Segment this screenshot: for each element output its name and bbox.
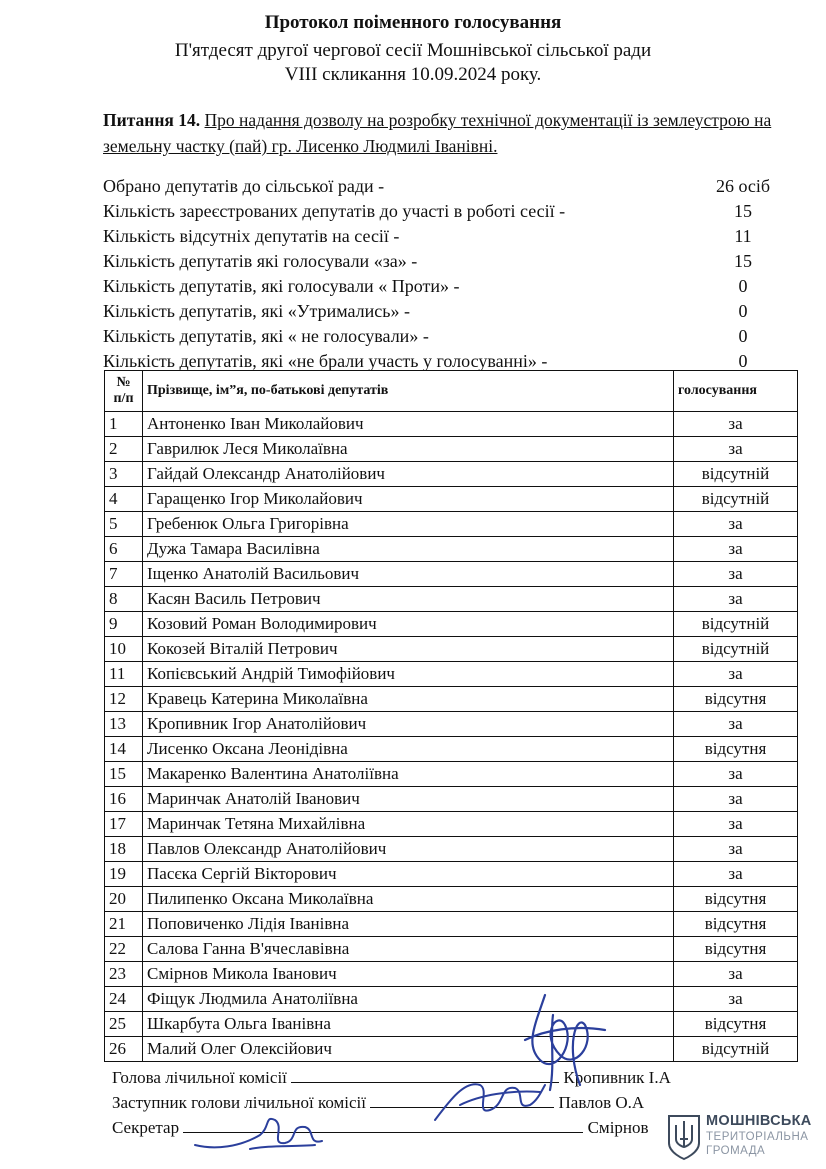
table-row bbox=[105, 637, 798, 662]
deputy-number: 11 bbox=[105, 662, 143, 687]
signature-line-deputy-chair bbox=[112, 1093, 644, 1113]
deputy-name: Дужа Тамара Василівна bbox=[143, 537, 674, 562]
table-row bbox=[105, 862, 798, 887]
question-text: Про надання дозволу на розробку технічної документації із землеустрою на земельну частку (пай) гр. Лисенко Людмилі Іванівні. bbox=[103, 110, 772, 156]
stamp-line-3: ГРОМАДА bbox=[706, 1145, 766, 1157]
question-number: Питання 14. bbox=[103, 110, 201, 130]
agenda-question bbox=[103, 107, 803, 159]
column-header-number: № п/п bbox=[105, 371, 143, 412]
deputy-name: Козовий Роман Володимирович bbox=[143, 612, 674, 637]
signature-name: Смірнов bbox=[587, 1118, 649, 1137]
deputy-vote: за bbox=[674, 837, 798, 862]
deputy-name: Антоненко Іван Миколайович bbox=[143, 412, 674, 437]
stat-row bbox=[103, 224, 793, 249]
table-row bbox=[105, 687, 798, 712]
deputy-vote: за bbox=[674, 412, 798, 437]
table-row bbox=[105, 812, 798, 837]
deputy-vote: відсутній bbox=[674, 612, 798, 637]
deputy-name: Маринчак Тетяна Михайлівна bbox=[143, 812, 674, 837]
table-row bbox=[105, 937, 798, 962]
deputy-number: 25 bbox=[105, 1012, 143, 1037]
stat-row bbox=[103, 299, 793, 324]
deputy-number: 24 bbox=[105, 987, 143, 1012]
deputy-vote: відсутня bbox=[674, 912, 798, 937]
table-row bbox=[105, 587, 798, 612]
table-row bbox=[105, 1012, 798, 1037]
table-row bbox=[105, 412, 798, 437]
deputy-vote: за bbox=[674, 562, 798, 587]
deputy-vote: за bbox=[674, 662, 798, 687]
deputy-number: 14 bbox=[105, 737, 143, 762]
deputy-name: Пилипенко Оксана Миколаївна bbox=[143, 887, 674, 912]
signature-underline bbox=[370, 1093, 554, 1108]
signature-name: Кропивник І.А bbox=[563, 1068, 671, 1087]
table-row bbox=[105, 712, 798, 737]
stat-label: Кількість депутатів, які « не голосували» - bbox=[103, 326, 429, 346]
deputy-number: 19 bbox=[105, 862, 143, 887]
table-row bbox=[105, 612, 798, 637]
deputy-name: Макаренко Валентина Анатоліївна bbox=[143, 762, 674, 787]
deputy-name: Кропивник Ігор Анатолійович bbox=[143, 712, 674, 737]
stat-value: 15 bbox=[734, 251, 752, 271]
stat-value: 0 bbox=[738, 276, 748, 296]
deputy-vote: за bbox=[674, 587, 798, 612]
roll-call-table bbox=[104, 370, 798, 1062]
deputy-name: Лисенко Оксана Леонідівна bbox=[143, 737, 674, 762]
stat-row bbox=[103, 174, 793, 199]
stat-label: Кількість депутатів, які «не брали участь у голосуванні» - bbox=[103, 351, 548, 371]
session-date-line: VIII скликання 10.09.2024 року. bbox=[284, 64, 542, 85]
deputy-vote: відсутня bbox=[674, 1012, 798, 1037]
stat-label: Кількість депутатів які голосували «за» - bbox=[103, 251, 418, 271]
deputy-name: Салова Ганна В'ячеславівна bbox=[143, 937, 674, 962]
deputy-name: Гаврилюк Леся Миколаївна bbox=[143, 437, 674, 462]
deputy-number: 18 bbox=[105, 837, 143, 862]
stat-label: Кількість депутатів, які «Утримались» - bbox=[103, 301, 410, 321]
table-row bbox=[105, 512, 798, 537]
deputy-vote: за bbox=[674, 787, 798, 812]
signature-role: Голова лічильної комісії bbox=[112, 1068, 287, 1087]
deputy-vote: за bbox=[674, 812, 798, 837]
deputy-number: 9 bbox=[105, 612, 143, 637]
deputy-number: 13 bbox=[105, 712, 143, 737]
table-row bbox=[105, 987, 798, 1012]
deputy-number: 4 bbox=[105, 487, 143, 512]
stat-row bbox=[103, 199, 793, 224]
deputy-vote: за bbox=[674, 762, 798, 787]
deputy-vote: відсутній bbox=[674, 487, 798, 512]
deputy-name: Маринчак Анатолій Іванович bbox=[143, 787, 674, 812]
signature-name: Павлов О.А bbox=[558, 1093, 645, 1112]
stat-row bbox=[103, 274, 793, 299]
deputy-vote: відсутній bbox=[674, 1037, 798, 1062]
deputy-number: 6 bbox=[105, 537, 143, 562]
deputy-number: 17 bbox=[105, 812, 143, 837]
table-row bbox=[105, 487, 798, 512]
deputy-name: Кравець Катерина Миколаївна bbox=[143, 687, 674, 712]
table-row bbox=[105, 737, 798, 762]
signature-role: Заступник голови лічильної комісії bbox=[112, 1093, 367, 1112]
signature-line-chair bbox=[112, 1068, 671, 1088]
stat-value: 15 bbox=[734, 201, 752, 221]
deputy-vote: за bbox=[674, 512, 798, 537]
table-row bbox=[105, 837, 798, 862]
table-row bbox=[105, 912, 798, 937]
community-logo bbox=[666, 1113, 816, 1163]
table-row bbox=[105, 437, 798, 462]
stat-row bbox=[103, 249, 793, 274]
deputy-name: Копієвський Андрій Тимофійович bbox=[143, 662, 674, 687]
deputy-number: 2 bbox=[105, 437, 143, 462]
deputy-vote: відсутній bbox=[674, 462, 798, 487]
deputy-number: 12 bbox=[105, 687, 143, 712]
stamp-line-2: ТЕРИТОРІАЛЬНА bbox=[706, 1131, 809, 1143]
signature-line-secretary bbox=[112, 1118, 649, 1138]
deputy-number: 5 bbox=[105, 512, 143, 537]
deputy-vote: за bbox=[674, 962, 798, 987]
stat-value: 0 bbox=[738, 301, 748, 321]
deputy-number: 20 bbox=[105, 887, 143, 912]
deputy-name: Гайдай Олександр Анатолійович bbox=[143, 462, 674, 487]
deputy-name: Малий Олег Олексійович bbox=[143, 1037, 674, 1062]
stat-label: Кількість відсутніх депутатів на сесії - bbox=[103, 226, 400, 246]
table-row bbox=[105, 762, 798, 787]
column-header-name: Прізвище, ім”я, по-батькові депутатів bbox=[143, 371, 674, 412]
table-row bbox=[105, 962, 798, 987]
deputy-name: Пасєка Сергій Вікторович bbox=[143, 862, 674, 887]
stat-value: 0 bbox=[738, 351, 748, 371]
deputy-name: Іщенко Анатолій Васильович bbox=[143, 562, 674, 587]
table-row bbox=[105, 562, 798, 587]
deputy-vote: відсутня bbox=[674, 687, 798, 712]
deputy-vote: за bbox=[674, 537, 798, 562]
deputy-number: 7 bbox=[105, 562, 143, 587]
deputy-name: Гаращенко Ігор Миколайович bbox=[143, 487, 674, 512]
deputy-name: Павлов Олександр Анатолійович bbox=[143, 837, 674, 862]
signature-underline bbox=[291, 1068, 559, 1083]
table-row bbox=[105, 887, 798, 912]
table-row bbox=[105, 462, 798, 487]
stat-value: 26 осіб bbox=[715, 176, 771, 196]
column-header-vote: голосування bbox=[674, 371, 798, 412]
stat-value: 0 bbox=[738, 326, 748, 346]
table-header-row bbox=[105, 371, 798, 412]
table-row bbox=[105, 537, 798, 562]
table-row bbox=[105, 1037, 798, 1062]
deputy-name: Шкарбута Ольга Іванівна bbox=[143, 1012, 674, 1037]
deputy-number: 3 bbox=[105, 462, 143, 487]
vote-statistics bbox=[103, 174, 793, 374]
deputy-vote: відсутня bbox=[674, 887, 798, 912]
deputy-number: 15 bbox=[105, 762, 143, 787]
signature-role: Секретар bbox=[112, 1118, 180, 1137]
deputy-vote: відсутня bbox=[674, 737, 798, 762]
deputy-number: 23 bbox=[105, 962, 143, 987]
deputy-number: 1 bbox=[105, 412, 143, 437]
deputy-vote: за bbox=[674, 862, 798, 887]
deputy-name: Кокозей Віталій Петрович bbox=[143, 637, 674, 662]
stat-label: Кількість депутатів, які голосували « Проти» - bbox=[103, 276, 460, 296]
deputy-name: Фіщук Людмила Анатоліївна bbox=[143, 987, 674, 1012]
stat-label: Кількість зареєстрованих депутатів до участі в роботі сесії - bbox=[103, 201, 566, 221]
deputy-name: Смірнов Микола Іванович bbox=[143, 962, 674, 987]
document-title: Протокол поіменного голосування bbox=[264, 12, 562, 33]
deputy-name: Гребенюк Ольга Григорівна bbox=[143, 512, 674, 537]
table-row bbox=[105, 662, 798, 687]
deputy-number: 10 bbox=[105, 637, 143, 662]
deputy-name: Поповиченко Лідія Іванівна bbox=[143, 912, 674, 937]
deputy-vote: за bbox=[674, 712, 798, 737]
deputy-number: 8 bbox=[105, 587, 143, 612]
deputy-number: 21 bbox=[105, 912, 143, 937]
deputy-name: Касян Василь Петрович bbox=[143, 587, 674, 612]
table-row bbox=[105, 787, 798, 812]
deputy-vote: за bbox=[674, 437, 798, 462]
session-line: П'ятдесят другої чергової сесії Мошнівської сільської ради bbox=[174, 40, 652, 61]
deputy-vote: відсутня bbox=[674, 937, 798, 962]
stat-label: Обрано депутатів до сільської ради - bbox=[103, 176, 385, 196]
deputy-number: 26 bbox=[105, 1037, 143, 1062]
deputy-number: 16 bbox=[105, 787, 143, 812]
stat-row bbox=[103, 324, 793, 349]
signature-underline bbox=[183, 1118, 583, 1133]
deputy-vote: за bbox=[674, 987, 798, 1012]
deputy-number: 22 bbox=[105, 937, 143, 962]
stamp-line-1: МОШНІВСЬКА bbox=[706, 1113, 812, 1129]
stat-value: 11 bbox=[734, 226, 752, 246]
trident-emblem-icon bbox=[666, 1113, 702, 1161]
deputy-vote: відсутній bbox=[674, 637, 798, 662]
